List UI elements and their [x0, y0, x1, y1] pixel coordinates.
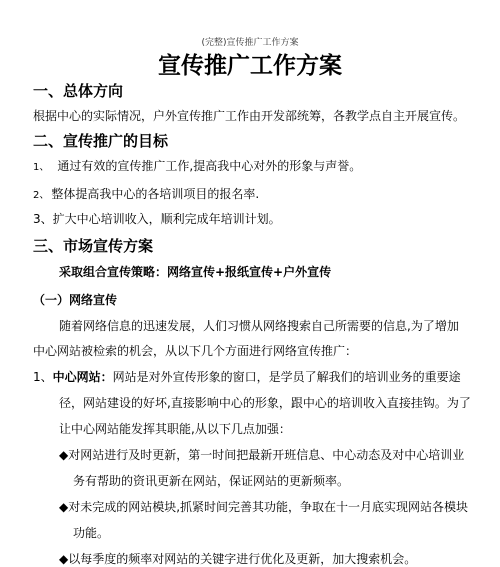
page-title: 宣传推广工作方案 [158, 53, 342, 79]
diamond-bullet-icon: ◆ [59, 552, 69, 566]
goal-item-text: 扩大中心培训收入，顺利完成年培训计划。 [52, 212, 281, 226]
online-paragraph-line-1: 随着网络信息的迅速发展，人们习惯从网络搜索自己所需要的信息,为了增加 [59, 319, 459, 333]
website-item-line-2: 径，网站建设的好坏,直接影响中心的形象，跟中心的培训收入直接挂钩。为了 [59, 396, 471, 410]
diamond-bullet-icon: ◆ [59, 500, 69, 514]
goal-item-number: 3、 [33, 212, 53, 226]
bullet-item-2-line-2: 功能。 [73, 526, 110, 540]
goal-item-3 [33, 210, 281, 227]
bullet-text-line-1: 以每季度的频率对网站的关键字进行优化及更新，加大搜索机会。 [68, 552, 417, 566]
goal-item-text: 通过有效的宣传推广工作,提高我中心对外的形象与声誉。 [57, 159, 362, 173]
website-item-text: 网站是对外宣传形象的窗口，是学员了解我们的培训业务的重要途 [112, 370, 461, 384]
section-heading-1: 一、总体方向 [33, 82, 124, 100]
goal-item-text: 整体提高我中心的各培训项目的报名率. [51, 187, 260, 201]
section-1-paragraph: 根据中心的实际情况，户外宣传推广工作由开发部统筹，各教学点自主开展宣传。 [33, 109, 466, 123]
bullet-text-line-1: 对未完成的网站模块,抓紧时间完善其功能，争取在十一月底实现网站各模块 [68, 500, 469, 514]
website-item-number: 1、 [33, 370, 53, 384]
goal-item-number: 1、 [33, 162, 50, 173]
website-item-line-1 [33, 368, 461, 385]
section-heading-3: 三、市场宣传方案 [33, 237, 154, 255]
running-header: (完整)宣传推广工作方案 [201, 38, 299, 48]
strategy-line: 采取组合宣传策略：网络宣传+报纸宣传+户外宣传 [59, 265, 332, 279]
website-item-label: 中心网站： [52, 370, 113, 384]
website-item-line-3: 让中心网站能发挥其职能,从以下几点加强： [59, 422, 291, 436]
bullet-item-2 [59, 498, 468, 515]
bullet-item-3 [59, 550, 416, 567]
online-paragraph-line-2: 中心网站被检索的机会，从以下几个方面进行网络宣传推广： [33, 344, 358, 358]
bullet-item-1-line-2: 务有帮助的资讯更新在网站，保证网站的更新频率。 [73, 474, 350, 488]
goal-item-1 [33, 157, 361, 174]
bullet-item-1 [59, 446, 464, 463]
goal-item-number: 2、 [33, 190, 50, 201]
bullet-text-line-1: 对网站进行及时更新，第一时间把最新开班信息、中心动态及对中心培训业 [68, 448, 465, 462]
subsection-heading-online: （一）网络宣传 [33, 293, 118, 307]
section-heading-2: 二、宣传推广的目标 [33, 132, 169, 150]
goal-item-2 [33, 185, 259, 202]
diamond-bullet-icon: ◆ [59, 448, 69, 462]
